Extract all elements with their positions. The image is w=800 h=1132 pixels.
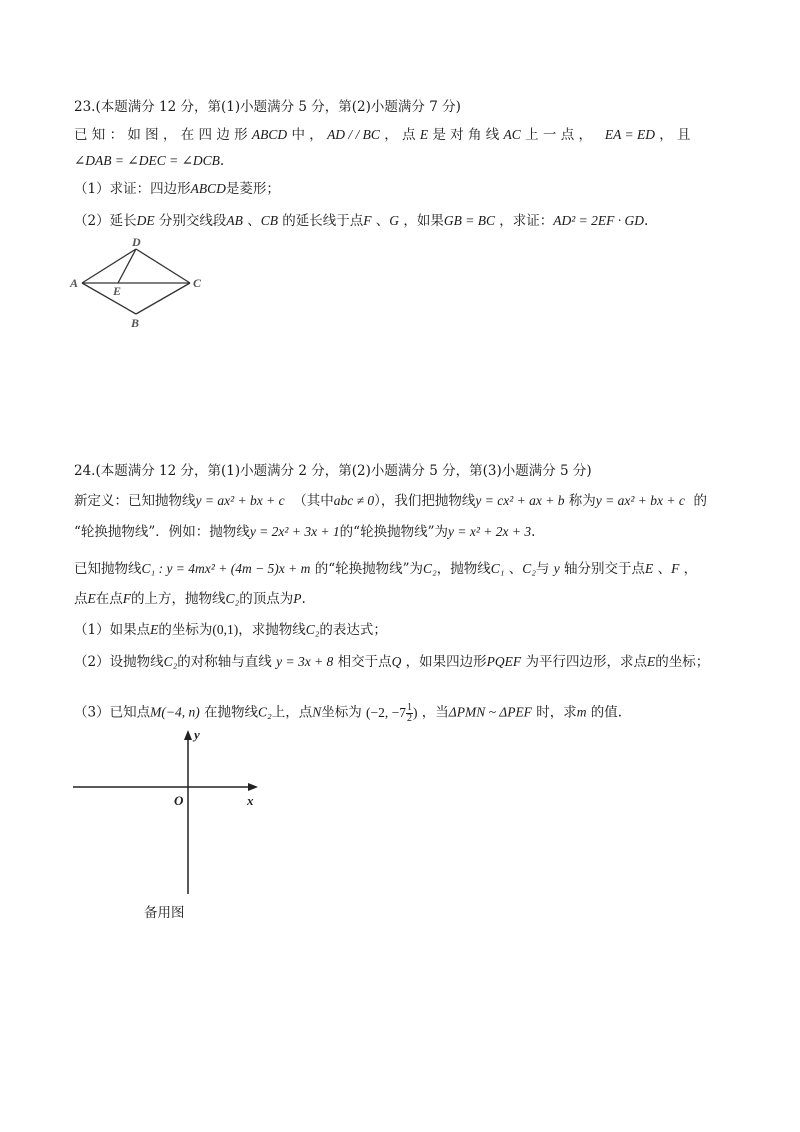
- edge-cb: [136, 283, 190, 314]
- q23-given-line1: 已 知 ： 如 图 ， 在 四 边 形 ABCD 中 ， AD / / BC ， 点 E 是 对 角 线 AC 上 一 点 ， EA = ED ， 且: [74, 127, 691, 143]
- y-axis-label: y: [194, 727, 200, 742]
- edge-dc: [136, 249, 190, 283]
- q24-example-line: “轮换抛物线”．例如：抛物线y = 2x² + 3x + 1的“轮换抛物线”为y = x² + 2x + 3.: [74, 524, 536, 540]
- x-axis-label: x: [247, 793, 254, 808]
- label-a: A: [70, 276, 79, 290]
- spare-figure-caption: 备用图: [144, 905, 185, 921]
- q23-part1: （1）求证：四边形ABCD是菱形；: [74, 181, 280, 197]
- q23-part2: （2）延长DE 分别交线段AB 、CB 的延长线于点F 、G ，如果GB = BC ，求证：AD² = 2EF · GD.: [74, 213, 649, 229]
- y-axis-arrow: [184, 730, 192, 740]
- label-e: E: [113, 284, 122, 298]
- q23-rhombus-figure: [64, 232, 214, 332]
- q24-part1: （1）如果点E的坐标为(0,1)，求抛物线C₂的表达式；: [74, 622, 387, 638]
- n-coordinate: (−2, −7 $\frac{1}{2}$ ): [366, 702, 418, 724]
- edge-ba: [82, 283, 136, 314]
- q23-header: 23.(本题满分 12 分，第(1)小题满分 5 分，第(2)小题满分 7 分): [74, 99, 461, 115]
- q24-given-line3: 已知抛物线C₁ : y = 4mx² + (4m − 5)x + m 的“轮换抛物线”为C₂，抛物线C₁ 、C₂与 y 轴分别交于点E 、F ，: [74, 561, 698, 577]
- edge-ad: [82, 249, 136, 283]
- q24-header: 24.(本题满分 12 分，第(1)小题满分 2 分，第(2)小题满分 5 分，第(3)小题满分 5 分): [74, 463, 592, 479]
- origin-label: O: [174, 793, 184, 808]
- q24-part2: （2）设抛物线C₂的对称轴与直线 y = 3x + 8 相交于点Q ，如果四边形PQEF 为平行四边形，求点E的坐标；: [74, 654, 710, 670]
- q24-definition-line1: 新定义：已知抛物线y = ax² + bx + c （其中abc ≠ 0），我们把抛物线y = cx² + ax + b 称为y = ax² + bx + c 的: [74, 493, 707, 509]
- label-d: D: [132, 235, 141, 249]
- label-c: C: [193, 276, 202, 290]
- q24-part3: （3）已知点M(−4, n) 在抛物线C₂上，点N坐标为 (−2, −7 $\frac{1}{2}$ ) ，当ΔPMN ~ ΔPEF 时，求m 的值.: [74, 702, 623, 724]
- q24-given-line4: 点E在点F的上方，抛物线C₂的顶点为P.: [74, 591, 306, 607]
- q24-spare-axes: [66, 726, 266, 901]
- x-axis-arrow: [248, 783, 258, 791]
- q23-given-line2: ∠DAB = ∠DEC = ∠DCB.: [74, 153, 225, 169]
- label-b: B: [131, 316, 140, 330]
